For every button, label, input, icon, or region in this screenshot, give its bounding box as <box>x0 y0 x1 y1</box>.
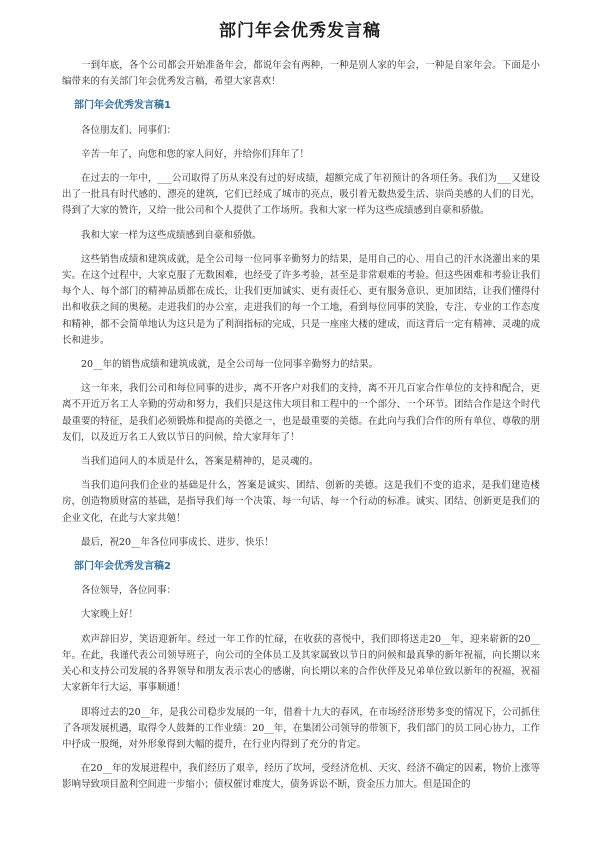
paragraph: 各位领导，各位同事： <box>81 585 177 597</box>
section-heading-2: 部门年会优秀发言稿2 <box>74 561 171 573</box>
paragraph: 当我们追问我们企业的基础是什么，答案是诚实、团结、创新的美德。这是我们不变的追求，是我们建造楼房，创造物质财富的基础，是指导我们每一个决策、每一句话、每一个行动的标准。诚实、团结、创新更是我们的企业文化，在此与大家共勉！ <box>62 480 540 524</box>
section-heading-1: 部门年会优秀发言稿1 <box>74 100 171 112</box>
paragraph: 欢声辞旧岁，笑语迎新年。经过一年工作的忙碌，在收获的喜悦中，我们即将送走20__年，迎来崭新的20__年。在此，我谨代表公司领导班子，向公司的全体员工及其家属致以节日的问候和最真挚的新年祝福，向长期以来关心和支持公司发展的各界领导和朋友表示衷心的感谢，向长期以来的合作伙伴及兄弟单位致以新年的祝福，祝福大家新年行大运，事事顺通！ <box>62 633 540 694</box>
paragraph: 这些销售成绩和建筑成就，是全公司每一位同事辛勤努力的结果，是用自己的心、用自己的汗水浇灌出来的果实。在这个过程中，大家克服了无数困难，也经受了许多考验，甚至是非常艰难的考验。但这些困难和考验让我们每个人、每个部门的精神品质都在成长，让我们更加诚实、更有责任心、更有服务意识、更加团结，让我们懂得付出和收获之间的奥秘。走进我们的办公室，走进我们的每一个工地，看到每位同事的笑脸，专注、专业的工作态度和精神，都不会简单地认为这只是为了利润指标的完成，只是一座座大楼的建成，而这背后一定有精神、灵魂的成长和进步。 <box>62 253 540 346</box>
paragraph: 各位朋友们、同事们： <box>81 124 177 136</box>
paragraph: 最后，祝20__年各位同事成长、进步、快乐！ <box>81 536 274 548</box>
paragraph: 即将过去的20__年，是我公司稳步发展的一年，借着十九大的春风，在市场经济形势多变的情况下，公司抓住了各项发展机遇，取得令人鼓舞的工作业绩：20__年，在集团公司领导的带领下，我们部门的员工同心协力，工作中抒成一股绳，对外形象得到大幅的提升，在行业内得到了充分的肯定。 <box>62 706 540 750</box>
paragraph: 20__年的销售成绩和建筑成就，是全公司每一位同事辛勤努力的结果。 <box>81 359 379 371</box>
paragraph: 大家晚上好！ <box>81 609 139 621</box>
paragraph: 我和大家一样为这些成绩感到自豪和骄傲。 <box>81 229 262 241</box>
document-title: 部门年会优秀发言稿 <box>219 21 381 41</box>
paragraph: 辛苦一年了，向您和您的家人问好，并给你们拜年了！ <box>81 148 310 160</box>
paragraph: 这一年来，我们公司和每位同事的进步，离不开客户对我们的支持，离不开几百家合作单位的支持和配合，更离不开近万名工人辛勤的劳动和努力，我们只是这伟大项目和工程中的一个部分、一个环节。团结合作是这个时代最重要的特征，是我们必须锻炼和提高的美德之一，也是最重要的美德。在此向与我们合作的所有单位、尊敬的朋友们，以及近万名工人致以节日的问候，给大家拜年了！ <box>62 383 540 443</box>
intro-paragraph: 一到年底，各个公司都会开始准备年会，都说年会有两种，一种是别人家的年会，一种是自家年会。下面是小编带来的有关部门年会优秀发言稿，希望大家喜欢！ <box>62 60 540 88</box>
document-body <box>62 58 540 802</box>
paragraph: 当我们追问人的本质是什么，答案是精神的，是灵魂的。 <box>81 456 319 468</box>
paragraph: 在20__年的发展进程中，我们经历了艰辛，经历了坎坷，受经济危机、天灾、经济不确定的因素，物价上涨等影响导致项目盈利空间进一步缩小；债权催讨难度大，债务诉讼不断，资金压力加大。但是国企的 <box>62 763 540 791</box>
paragraph: 在过去的一年中，___公司取得了历从来没有过的好成绩，超额完成了年初预计的各项任务。我们为___又建设出了一批具有时代感的、漂亮的建筑，它们已经成了城市的亮点，吸引着无数热爱生活、崇尚美感的人们的目光，得到了大家的赞许，又给一批公司和个人提供了工作场所。我和大家一样为这些成绩感到自豪和骄傲。 <box>62 173 540 217</box>
